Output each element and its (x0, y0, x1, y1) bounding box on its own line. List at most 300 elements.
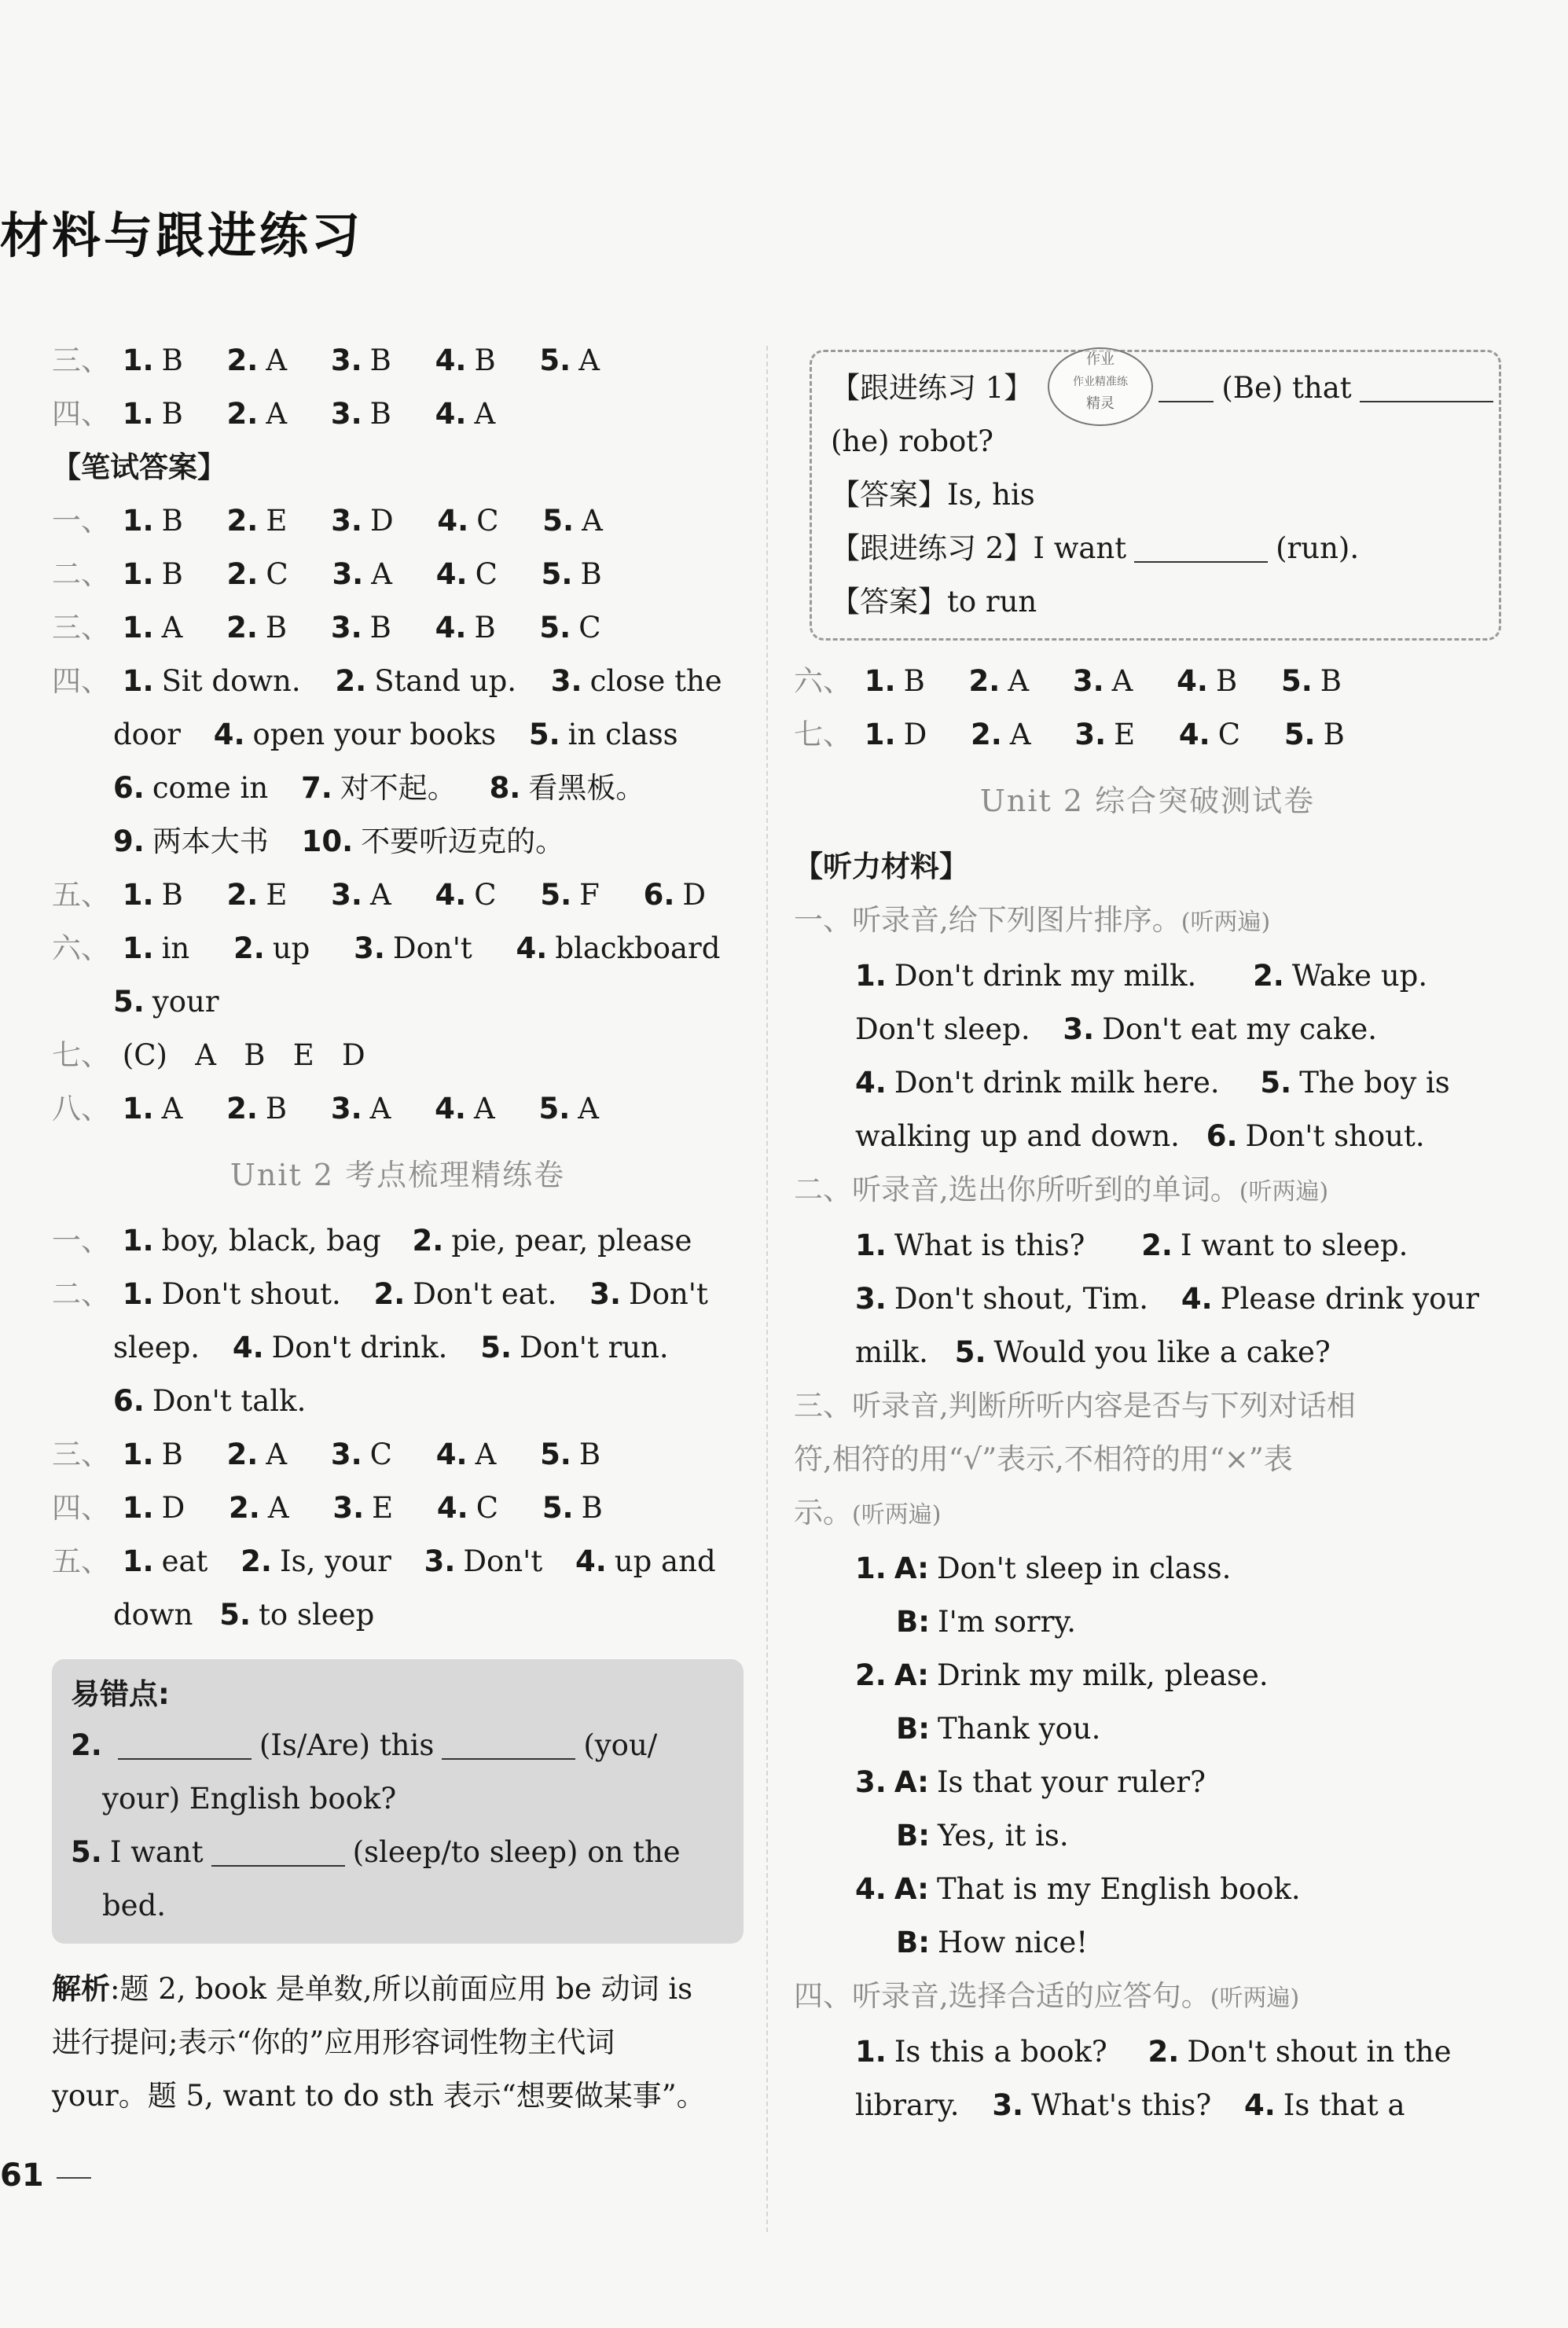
text-span: 五、 (52, 1544, 110, 1578)
text-span (540, 1428, 600, 1482)
item-number: 6. (113, 771, 145, 805)
text-span: Don't eat. (413, 1277, 557, 1311)
item-number: 1. (855, 1551, 887, 1585)
text-span: B (265, 611, 288, 644)
text-span: A (266, 397, 288, 431)
text-span: B (578, 1438, 601, 1471)
text-span: (Be) that (1221, 371, 1352, 405)
text-span: Is, your (279, 1544, 391, 1578)
text-span (233, 922, 310, 975)
listening-instr-2 (794, 1163, 1501, 1219)
text-span: (听两遍) (1239, 1178, 1329, 1206)
text-span: Don't drink. (271, 1331, 448, 1364)
text-span: your (152, 985, 219, 1019)
answer-row-san (52, 334, 744, 387)
listening-1-line-1 (794, 949, 1501, 1003)
text-span (123, 1214, 381, 1268)
item-number: 3. (354, 931, 385, 965)
text-span: down (113, 1598, 193, 1632)
item-number: 1. (122, 1277, 154, 1311)
text-span (1159, 373, 1214, 402)
item-number: 5. (1260, 1066, 1292, 1100)
item-number: 4. (575, 1544, 607, 1578)
text-span: A (475, 1438, 497, 1471)
text-span (1206, 1110, 1425, 1163)
answer-blank (118, 1730, 252, 1760)
text-span: 二、 (52, 557, 110, 591)
item-number: 4. (435, 878, 467, 912)
text-span (865, 708, 927, 762)
text-span: What's this? (1031, 2088, 1212, 2122)
text-span (539, 334, 600, 387)
text-span (435, 868, 496, 922)
item-number: 4. (435, 343, 467, 377)
text-span: 七、 (794, 718, 852, 751)
item-number: 3. (331, 504, 362, 538)
text-span: B (369, 343, 391, 377)
item-number: 1. (855, 1228, 887, 1262)
written-row-7 (52, 1029, 744, 1082)
mistake-q2 (71, 1719, 723, 1772)
item-number: 4. (516, 931, 548, 965)
text-span: open your books (252, 718, 497, 751)
text-span: Don't drink my milk. (894, 959, 1197, 993)
text-span (542, 1482, 603, 1535)
item-number: 3. (330, 343, 362, 377)
text-span: Don't run. (520, 1331, 669, 1364)
text-span (424, 1535, 543, 1588)
item-number: 1. (864, 664, 896, 698)
right-column (794, 334, 1501, 2132)
text-span: I want to sleep. (1180, 1228, 1408, 1262)
item-number: 3. (1074, 718, 1107, 751)
text-span: Don't eat my cake. (1102, 1012, 1377, 1046)
text-span: B (474, 611, 496, 644)
text-span: 看黑板。 (528, 771, 645, 805)
item-number: 3. (424, 1544, 456, 1578)
text-span: to run (947, 585, 1037, 619)
section-title-unit2-review: Unit 2 考点梳理精练卷 (230, 1158, 566, 1192)
text-span: up (272, 931, 310, 965)
text-span: (C) A B E D (122, 1038, 365, 1072)
item-number: 2. (226, 1438, 259, 1471)
text-span: What is this? (894, 1228, 1085, 1262)
text-span: Sit down. (161, 664, 301, 698)
text-span (227, 868, 288, 922)
text-span: Don't shout. (1245, 1119, 1425, 1153)
text-span: 四、听录音,选择合适的应答句。 (794, 1979, 1210, 2013)
item-number: 2. (241, 1544, 272, 1578)
answer-blank (211, 1837, 345, 1867)
item-number: 3. (330, 1438, 362, 1471)
item-number: 7. (300, 771, 332, 805)
text-span (331, 601, 391, 655)
text-span (855, 1272, 1148, 1326)
text-span: Yes, it is. (938, 1819, 1069, 1852)
text-span: to sleep (259, 1598, 375, 1632)
item-number: 3. (992, 2088, 1024, 2122)
text-span: A (1009, 718, 1031, 751)
text-span: 【答案】 (831, 478, 947, 512)
item-number: 5. (538, 1092, 571, 1125)
written-row-4-cont2 (52, 762, 744, 815)
item-number: 3. (332, 557, 364, 591)
text-span: 一、 (52, 1224, 110, 1258)
text-span (123, 655, 301, 708)
text-span: C (1217, 718, 1241, 751)
text-span (1073, 655, 1133, 708)
text-span: B (369, 397, 391, 431)
written-row-4-cont3 (52, 815, 744, 868)
item-number: 5. (542, 504, 575, 538)
item-number: 1. (122, 878, 154, 912)
item-number: 3. (855, 1282, 887, 1316)
unit2-row-3 (52, 1428, 744, 1482)
item-number: 2. (226, 1092, 258, 1125)
mistake-q5 (71, 1826, 723, 1879)
item-number: 3. (589, 1277, 622, 1311)
item-number: 10. (301, 824, 354, 858)
item-number: 4. (855, 1872, 887, 1906)
text-span (1179, 708, 1240, 762)
page-number: 61 (0, 2157, 44, 2194)
unit2-row-2-cont (52, 1321, 744, 1375)
item-number: 3. (330, 1092, 362, 1125)
text-span: Don't (629, 1277, 708, 1311)
listening-material-header: 【听力材料】 (794, 850, 968, 883)
item-number: 1. (122, 1224, 154, 1258)
item-number: 2. (226, 397, 259, 431)
text-span: 二、听录音,选出你所听到的单词。 (794, 1173, 1239, 1206)
dialogue-4-a (794, 1863, 1501, 1916)
item-number: 2. (226, 611, 258, 644)
text-span: Don't drink milk here. (894, 1066, 1220, 1100)
common-mistakes-box (52, 1659, 744, 1944)
item-number: A: (894, 1551, 929, 1585)
text-span: Don't sleep in class. (936, 1551, 1232, 1585)
text-span: 作业精准练 (1073, 376, 1128, 388)
item-number: 1. (855, 2035, 887, 2069)
text-span (480, 1321, 669, 1375)
text-span: I want (109, 1835, 204, 1869)
text-span: A (161, 611, 183, 644)
item-number: 2. (226, 878, 259, 912)
item-number: 1. (122, 504, 154, 538)
item-number: 5. (539, 611, 571, 644)
mistake-q5-cont (71, 1879, 723, 1933)
item-number: A: (894, 1765, 929, 1799)
listening-instr-4 (794, 1970, 1501, 2025)
text-span (529, 708, 678, 762)
item-number: 5. (71, 1835, 102, 1869)
text-span: 示。 (794, 1496, 852, 1529)
text-span: I'm sorry. (938, 1605, 1077, 1639)
text-span (436, 1428, 497, 1482)
text-span: A (161, 1092, 183, 1125)
item-number: 2. (226, 557, 259, 591)
item-number: 3. (855, 1765, 887, 1799)
text-span: E (266, 878, 288, 912)
item-number: 1. (122, 343, 154, 377)
unit2-row-2 (52, 1268, 744, 1321)
text-span: C (578, 611, 601, 644)
text-span: 三、听录音,判断所听内容是否与下列对话相 (794, 1389, 1356, 1423)
text-span (123, 1535, 208, 1588)
text-span: Don't (463, 1544, 543, 1578)
item-number: 2. (1253, 959, 1284, 993)
text-span (332, 1482, 393, 1535)
text-span: B (161, 343, 183, 377)
item-number: 1. (122, 1438, 154, 1471)
text-span: 精灵 (1086, 395, 1114, 412)
listening-1-line-4 (794, 1110, 1501, 1163)
answer-row-si (52, 387, 744, 441)
written-row-6 (52, 922, 744, 975)
item-number: A: (894, 1658, 929, 1692)
item-number: 5. (113, 985, 145, 1019)
text-span: B (161, 504, 183, 538)
text-span: 对不起。 (340, 771, 457, 805)
text-span (233, 1321, 448, 1375)
text-span: in (161, 931, 190, 965)
text-span: A (578, 1092, 600, 1125)
text-span (354, 922, 472, 975)
text-span: E (1114, 718, 1136, 751)
text-span: Is that a (1283, 2088, 1405, 2122)
unit2-row-5 (52, 1535, 744, 1588)
text-span (992, 2079, 1211, 2132)
item-number: 1. (122, 1491, 154, 1525)
dialogue-4-b (794, 1916, 1501, 1970)
item-number: 4. (437, 504, 469, 538)
text-span: Thank you. (938, 1712, 1101, 1746)
item-number: 3. (1072, 664, 1104, 698)
text-span: C (266, 557, 288, 591)
text-span (227, 1428, 288, 1482)
text-span: B (161, 878, 183, 912)
text-span: your) English book? (102, 1782, 397, 1816)
section-title-unit2-test: Unit 2 综合突破测试卷 (979, 784, 1316, 818)
item-number: 4. (435, 611, 467, 644)
listening-instr-3 (794, 1379, 1501, 1542)
text-span (1063, 1003, 1377, 1056)
text-span: (听两遍) (1210, 1985, 1300, 2012)
text-span (644, 868, 706, 922)
text-span: The boy is (1299, 1066, 1450, 1100)
text-span: close the (589, 664, 722, 698)
text-span (437, 1482, 498, 1535)
text-span (226, 1082, 287, 1136)
text-span (113, 762, 268, 815)
text-span (123, 334, 183, 387)
text-span: B (369, 611, 391, 644)
text-span (227, 494, 288, 548)
text-span: D (161, 1491, 185, 1525)
item-number: A: (894, 1872, 929, 1906)
text-span (373, 1268, 556, 1321)
text-span (516, 922, 721, 975)
item-number: 1. (122, 931, 154, 965)
text-span: A (1111, 664, 1133, 698)
listening-2-line-2 (794, 1272, 1501, 1326)
text-span (123, 1082, 183, 1136)
text-span: Don't shout. (161, 1277, 341, 1311)
text-span (123, 1482, 185, 1535)
text-span (1148, 2025, 1452, 2079)
text-span (331, 387, 391, 441)
text-span (540, 868, 600, 922)
text-span (331, 1428, 392, 1482)
text-span: 作业 (1086, 351, 1114, 368)
text-span (971, 708, 1031, 762)
item-number: 1. (122, 611, 154, 644)
text-span: B (161, 557, 183, 591)
text-span: (听两遍) (852, 1501, 942, 1529)
written-row-2 (52, 548, 744, 601)
left-column (52, 334, 744, 2123)
text-span: 二、 (52, 1277, 110, 1311)
text-span: B (580, 557, 602, 591)
page-number-dash (57, 2177, 91, 2179)
text-span (435, 601, 496, 655)
text-span: (听两遍) (1181, 909, 1271, 936)
item-number: 5. (480, 1331, 512, 1364)
item-number: 4. (855, 1066, 887, 1100)
written-row-6-cont (52, 975, 744, 1029)
text-span: eat (161, 1544, 208, 1578)
item-number: 1. (864, 718, 896, 751)
item-number: 2. (971, 718, 1002, 751)
text-span: your。题 5, want to do sth 表示“想要做某事”。 (52, 2079, 706, 2113)
unit2-row-5-cont (52, 1588, 744, 1642)
text-span (123, 494, 183, 548)
item-number: 5. (540, 1438, 571, 1471)
item-number: 2. (968, 664, 1001, 698)
text-span: Is, his (947, 478, 1035, 512)
text-span: That is my English book. (936, 1872, 1301, 1906)
text-span: E (372, 1491, 394, 1525)
listening-4-line-2 (794, 2079, 1501, 2132)
text-span (123, 1268, 341, 1321)
item-number: 1. (122, 557, 154, 591)
text-span: Don't (392, 931, 472, 965)
text-span: 【跟进练习 1】 (831, 371, 1034, 405)
text-span: A (582, 504, 603, 538)
text-span (435, 1082, 495, 1136)
text-span: A (267, 1491, 289, 1525)
item-number: 5. (1280, 664, 1313, 698)
text-span (1281, 655, 1342, 708)
item-number: 3. (332, 1491, 365, 1525)
text-span (229, 1482, 289, 1535)
text-span: C (369, 1438, 392, 1471)
text-span (542, 548, 602, 601)
item-number: 3. (1063, 1012, 1095, 1046)
follow-practice-2 (831, 522, 1480, 575)
text-span: How nice! (938, 1926, 1089, 1959)
text-span: 八、 (52, 1092, 110, 1125)
text-span: up and (614, 1544, 716, 1578)
text-span: 四、 (52, 397, 110, 431)
text-span: Is that your ruler? (936, 1765, 1206, 1799)
item-number: 2. (855, 1658, 887, 1692)
text-span: C (476, 504, 499, 538)
text-span: B (581, 1491, 603, 1525)
item-number: 5. (528, 718, 560, 751)
text-span (241, 1535, 391, 1588)
section-marker: 三、 (52, 343, 110, 377)
text-span (538, 1082, 599, 1136)
text-span (575, 1535, 716, 1588)
text-span (123, 601, 183, 655)
text-span: milk. (855, 1335, 928, 1369)
text-span: (Is/Are) this (259, 1728, 435, 1762)
text-span (113, 1375, 306, 1428)
text-span: 进行提问;表示“你的”应用形容词性物主代词 (52, 2025, 615, 2059)
answer-blank (442, 1730, 575, 1760)
text-span: 【答案】 (831, 585, 947, 619)
text-span (302, 815, 565, 868)
follow-practice-1-cont (831, 415, 1480, 468)
written-row-5 (52, 868, 744, 922)
dialogue-3-b (794, 1809, 1501, 1863)
text-span (1360, 373, 1493, 402)
text-span (435, 334, 496, 387)
text-span: (you/ (583, 1728, 658, 1762)
listening-1-line-2 (794, 1003, 1501, 1056)
text-span (123, 922, 189, 975)
text-span: 五、 (52, 878, 110, 912)
item-number: 4. (1177, 664, 1208, 698)
item-number: 2. (1148, 2035, 1180, 2069)
text-span (955, 1326, 1331, 1379)
text-span: (run). (1276, 531, 1360, 565)
text-span: 一、听录音,给下列图片排序。 (794, 903, 1181, 937)
item-number: 4. (1181, 1282, 1213, 1316)
text-span (437, 494, 498, 548)
text-span: Drink my milk, please. (936, 1658, 1269, 1692)
text-span (865, 655, 925, 708)
text-span (1260, 1056, 1449, 1110)
answer-row-qi (794, 708, 1501, 762)
text-span: A (1008, 664, 1030, 698)
unit2-row-1 (52, 1214, 744, 1268)
text-span: B (903, 664, 925, 698)
unit2-row-2-cont2 (52, 1375, 744, 1428)
text-span: library. (855, 2088, 960, 2122)
text-span (855, 2025, 1107, 2079)
text-span: Stand up. (374, 664, 517, 698)
written-row-4-cont (52, 708, 744, 762)
text-span: E (266, 504, 288, 538)
text-span: C (474, 878, 497, 912)
analysis-label: 解析 (52, 1972, 110, 2006)
item-number: 2. (229, 1491, 260, 1525)
text-span (1177, 655, 1237, 708)
text-span: D (369, 504, 394, 538)
text-span: A (369, 878, 391, 912)
item-number: 2. (335, 664, 367, 698)
item-number: 3. (550, 664, 582, 698)
item-number: 6. (1206, 1119, 1238, 1153)
text-span: F (579, 878, 600, 912)
dialogue-1-a (794, 1542, 1501, 1595)
text-span: B (265, 1092, 288, 1125)
text-span: 【跟进练习 2】 (831, 531, 1034, 565)
text-span (1244, 2079, 1405, 2132)
item-number: 4. (1243, 2088, 1276, 2122)
text-span: Don't talk. (152, 1384, 307, 1418)
